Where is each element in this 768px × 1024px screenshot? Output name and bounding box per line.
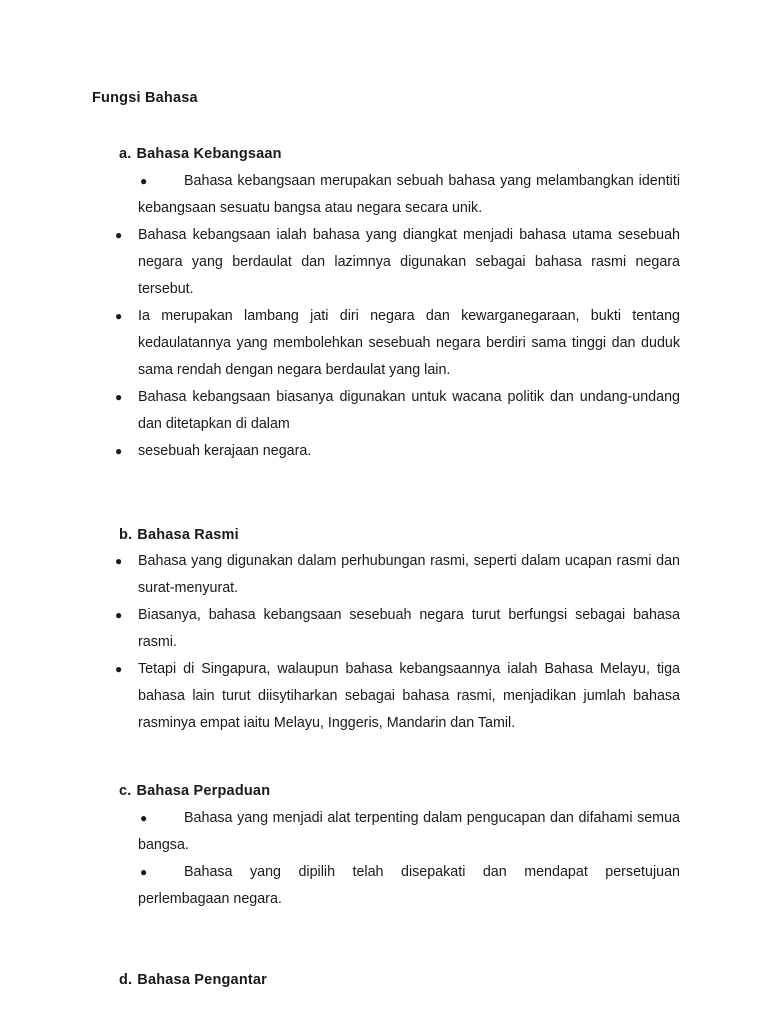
list-item: ● Bahasa yang digunakan dalam perhubungan rasmi, seperti dalam ucapan rasmi dan surat-menyurat. (92, 548, 680, 602)
section-title: Bahasa Rasmi (137, 527, 239, 543)
list-item: ● Tetapi di Singapura, walaupun bahasa kebangsaannya ialah Bahasa Melayu, tiga bahasa lain turut diisytiharkan sebagai bahasa rasmi, menjadikan jumlah bahasa rasminya empat iaitu Melayu, Inggeris, Mandarin dan Tamil. (92, 656, 680, 736)
bullet-icon: ● (115, 389, 123, 404)
section-title: Bahasa Perpaduan (136, 783, 271, 799)
section-heading (119, 144, 680, 164)
bullet-list (92, 805, 680, 913)
section-letter: c. (119, 783, 132, 799)
bullet-icon: ● (140, 811, 148, 825)
section-letter: d. (119, 972, 133, 988)
bullet-icon: ● (115, 308, 123, 323)
bullet-icon: ● (115, 554, 123, 568)
section-letter: a. (119, 146, 132, 162)
bullet-icon: ● (115, 662, 123, 677)
section-title: Bahasa Kebangsaan (136, 146, 282, 162)
bullet-icon: ● (140, 174, 148, 188)
section-bahasa-rasmi (92, 525, 680, 737)
list-item: ● Bahasa kebangsaan biasanya digunakan untuk wacana politik dan undang-undang dan ditetapkan di dalam (92, 384, 680, 438)
section-bahasa-kebangsaan (92, 144, 680, 465)
section-heading (119, 525, 680, 545)
list-item: ● Ia merupakan lambang jati diri negara dan kewarganegaraan, bukti tentang kedaulatannya yang membolehkan sesebuah negara berdiri sama tinggi dan duduk sama rendah dengan negara berdaulat yang lain. (92, 303, 680, 383)
list-item: ● Bahasa yang menjadi alat terpenting dalam pengucapan dan difahami semua bangsa. (92, 805, 680, 859)
section-bahasa-pengantar (92, 970, 680, 990)
section-letter: b. (119, 527, 133, 543)
section-heading (119, 970, 680, 990)
bullet-icon: ● (115, 228, 123, 243)
bullet-list (92, 168, 680, 465)
list-item: ● Bahasa kebangsaan merupakan sebuah bahasa yang melambangkan identiti kebangsaan sesuatu bangsa atau negara secara unik. (92, 168, 680, 222)
list-item: ● Biasanya, bahasa kebangsaan sesebuah negara turut berfungsi sebagai bahasa rasmi. (92, 602, 680, 656)
list-item: ● sesebuah kerajaan negara. (92, 438, 680, 465)
bullet-icon: ● (140, 865, 148, 880)
section-title: Bahasa Pengantar (137, 972, 268, 988)
bullet-icon: ● (115, 608, 123, 623)
bullet-icon: ● (115, 443, 123, 458)
list-item: ● Bahasa kebangsaan ialah bahasa yang diangkat menjadi bahasa utama sesebuah negara yang berdaulat dan lazimnya digunakan sebagai bahasa rasmi negara tersebut. (92, 222, 680, 302)
section-heading (119, 781, 680, 801)
document-title: Fungsi Bahasa (92, 90, 198, 106)
bullet-list (92, 548, 680, 737)
section-bahasa-perpaduan (92, 781, 680, 913)
list-item: ● Bahasa yang dipilih telah disepakati dan mendapat persetujuan perlembagaan negara. (92, 859, 680, 913)
